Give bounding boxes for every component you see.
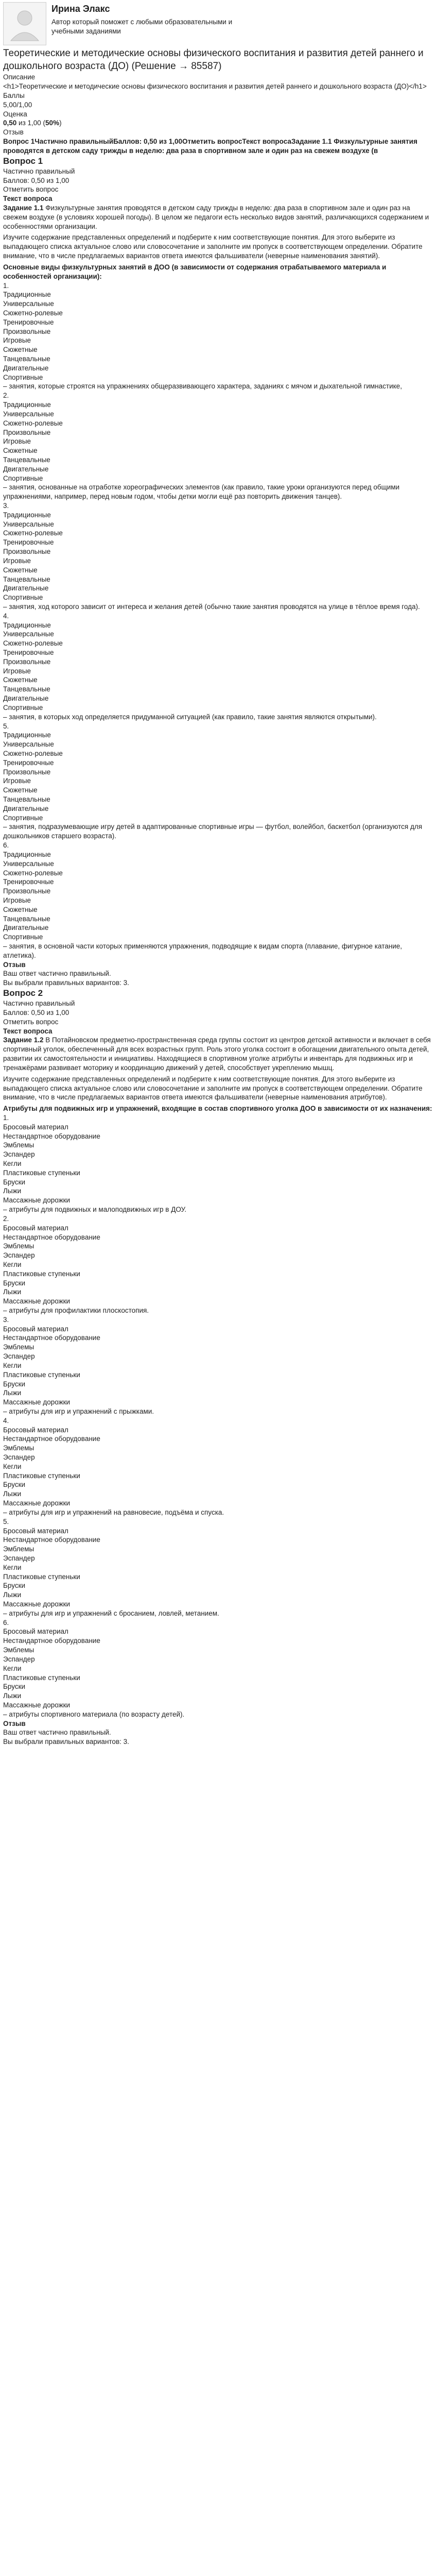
task-heading: Основные виды физкультурных занятий в ДОО (в зависимости от содержания отрабатываемого материала и особенностей организации):	[3, 263, 387, 280]
answer-option[interactable]: Кегли	[3, 1361, 22, 1369]
answer-option[interactable]: Игровые	[3, 336, 31, 345]
definition-text: – атрибуты для профилактики плоскостопия.	[3, 1307, 149, 1314]
answer-option[interactable]: Произвольные	[3, 657, 51, 666]
answer-option[interactable]: Танцевальные	[3, 914, 50, 923]
author-description: Автор который поможет с любыми образовательными и учебными заданиями	[51, 18, 233, 35]
feedback-text: Ваш ответ частично правильный.	[3, 970, 111, 978]
group-number: 2.	[3, 392, 9, 400]
answer-option[interactable]: Лыжи	[3, 1288, 22, 1296]
answer-option[interactable]: Универсальные	[3, 300, 54, 308]
answer-option[interactable]: Кегли	[3, 1563, 22, 1571]
answer-option[interactable]: Сюжетные	[3, 566, 38, 574]
answer-option[interactable]: Игровые	[3, 437, 31, 446]
flag-question-link[interactable]: Отметить вопрос	[3, 1018, 59, 1026]
answer-option[interactable]: Произвольные	[3, 428, 51, 436]
answer-option[interactable]: Бросовый материал	[3, 1628, 68, 1636]
answer-option[interactable]: Кегли	[3, 1664, 22, 1672]
group-number: 4.	[3, 1416, 9, 1425]
answer-option[interactable]: Сюжетные	[3, 786, 38, 794]
answer-option[interactable]: Произвольные	[3, 887, 51, 895]
answer-option[interactable]: Бросовый материал	[3, 1123, 68, 1131]
group-number: 6.	[3, 1618, 9, 1626]
feedback-label: Отзыв	[3, 1719, 26, 1727]
answer-option[interactable]: Эмблемы	[3, 1343, 34, 1351]
answer-option[interactable]: Традиционные	[3, 291, 51, 299]
answer-option[interactable]: Массажные дорожки	[3, 1701, 71, 1709]
answer-option[interactable]: Пластиковые ступеньки	[3, 1168, 80, 1177]
definition-text: – атрибуты для игр и упражнений на равновесие, подъёма и спуска.	[3, 1508, 224, 1516]
answer-option[interactable]: Эмблемы	[3, 1141, 34, 1149]
question-status: Частично правильный	[3, 999, 75, 1008]
answer-option[interactable]: Нестандартное оборудование	[3, 1334, 100, 1342]
avatar	[3, 2, 46, 45]
definition-text: – атрибуты для игр и упражнений с прыжками.	[3, 1407, 154, 1415]
group-number: 4.	[3, 612, 9, 620]
feedback-label: Отзыв	[3, 960, 26, 969]
definition-text: – занятия, в которых ход определяется придуманной ситуацией (как правило, такие занятия являются открытыми).	[3, 713, 377, 721]
answer-option[interactable]: Бросовый материал	[3, 1426, 68, 1434]
task-instruction: Изучите содержание представленных определений и подберите к ним соответствующие понятия. Для этого выберите из выпадающего списка актуальное слово или словосочетание и заполните им пропуск в соответствующем определении. Обратите внимание, что в числе предлагаемых вариантов ответа имеются фальшиватели (неверные наименования атрибутов).	[3, 1075, 423, 1101]
task-text: Физкультурные занятия проводятся в детском саду трижды в неделю: два раза в спортивном зале и один раз на свежем воздухе (в условиях хорошей погоды). В целом же педагоги есть несколько видов занятий, различающихся содержанием и особенностями организации.	[3, 204, 429, 230]
answer-option[interactable]: Пластиковые ступеньки	[3, 1471, 80, 1480]
flag-question-link[interactable]: Отметить вопрос	[3, 185, 59, 194]
answer-option[interactable]: Эмблемы	[3, 1444, 34, 1452]
answer-option[interactable]: Кегли	[3, 1260, 22, 1268]
answer-option[interactable]: Эмблемы	[3, 1242, 34, 1250]
definition-text: – занятия, подразумевающие игру детей в адаптированные спортивные игры — футбол, волейбол, баскетбол (организуются для дошкольников старшего возраста).	[3, 823, 423, 840]
answer-option[interactable]: Тренировочные	[3, 878, 54, 886]
task-number: Задание 1.1	[3, 204, 44, 212]
question-block	[3, 988, 433, 1747]
questions-list	[3, 156, 433, 1747]
answer-option[interactable]: Сюжетно-ролевые	[3, 419, 63, 427]
answer-option[interactable]: Тренировочные	[3, 649, 54, 657]
question-title: Вопрос 1	[3, 156, 43, 166]
answer-option[interactable]: Лыжи	[3, 1490, 22, 1498]
definition-text: – атрибуты для подвижных и малоподвижных игр в ДОУ.	[3, 1206, 187, 1214]
description-label: Описание	[3, 73, 36, 81]
feedback-label-top: Отзыв	[3, 128, 24, 137]
answer-option[interactable]: Спортивные	[3, 814, 43, 822]
task-instruction: Изучите содержание представленных определений и подберите к ним соответствующие понятия. Для этого выберите из выпадающего списка актуальное слово или словосочетание и заполните им пропуск в соответствующем определении. Обратите внимание, что в числе предлагаемых вариантов ответа имеются фальшиватели (неверные наименования занятий).	[3, 233, 423, 260]
answer-option[interactable]: Танцевальные	[3, 355, 50, 363]
task-heading: Атрибуты для подвижных игр и упражнений, входящие в состав спортивного уголка ДОО в зависимости от их назначения:	[3, 1105, 432, 1113]
answer-option[interactable]: Спортивные	[3, 594, 43, 602]
answer-option[interactable]: Традиционные	[3, 621, 51, 629]
feedback-text: Ваш ответ частично правильный.	[3, 1728, 111, 1737]
answer-option[interactable]: Универсальные	[3, 520, 54, 528]
question-task	[3, 204, 433, 231]
answer-option[interactable]: Произвольные	[3, 548, 51, 556]
answer-option[interactable]: Нестандартное оборудование	[3, 1536, 100, 1544]
answer-option[interactable]: Массажные дорожки	[3, 1196, 71, 1205]
answer-option[interactable]: Нестандартное оборудование	[3, 1435, 100, 1443]
answer-option[interactable]: Бруски	[3, 1279, 26, 1287]
answer-option[interactable]: Бруски	[3, 1380, 26, 1388]
question-title: Вопрос 2	[3, 988, 43, 998]
answer-option[interactable]: Универсальные	[3, 859, 54, 868]
group-number: 1.	[3, 281, 9, 290]
answer-option[interactable]: Спортивные	[3, 703, 43, 711]
grade-percent: 50%	[45, 119, 60, 127]
answer-option[interactable]: Игровые	[3, 667, 31, 675]
definition-text: – атрибуты для игр и упражнений с бросанием, ловлей, метанием.	[3, 1609, 219, 1617]
definition-text: – занятия, ход которого зависит от интереса и желания детей (обычно такие занятия проводятся на улице в тёплое время года).	[3, 602, 420, 611]
answer-option[interactable]: Кегли	[3, 1160, 22, 1167]
group-number: 5.	[3, 722, 9, 730]
answer-option[interactable]: Бруски	[3, 1178, 26, 1186]
question-score: Баллов: 0,50 из 1,00	[3, 1009, 69, 1016]
answer-option[interactable]: Игровые	[3, 777, 31, 785]
author-header	[3, 0, 433, 45]
answer-option[interactable]: Нестандартное оборудование	[3, 1233, 100, 1241]
answer-option[interactable]: Эмблемы	[3, 1545, 34, 1553]
answer-option[interactable]: Традиционные	[3, 731, 51, 739]
answer-option[interactable]: Пластиковые ступеньки	[3, 1269, 80, 1278]
author-name: Ирина Элакс	[51, 4, 110, 14]
question-block	[3, 156, 433, 988]
answer-option[interactable]: Эспандер	[3, 1554, 35, 1562]
answer-option[interactable]: Нестандартное оборудование	[3, 1132, 100, 1140]
definition-text: – занятия, основанные на отработке хореографических элементов (как правило, такие уроки организуются перед общими упражнениями, например, перед новым годом, чтобы детки могли ещё раз повторить движения танцев).	[3, 483, 400, 501]
answer-option[interactable]: Массажные дорожки	[3, 1499, 71, 1507]
answer-option[interactable]: Спортивные	[3, 373, 43, 381]
answer-option[interactable]: Традиционные	[3, 511, 51, 519]
grade-max: из 1,00 (	[16, 119, 46, 127]
answer-option[interactable]: Бруски	[3, 1683, 26, 1691]
description-text: <h1>Теоретические и методические основы физического воспитания и развития детей раннего и дошкольного возраста (ДО)</h1>	[3, 82, 427, 91]
answer-option[interactable]: Бруски	[3, 1481, 26, 1489]
group-number: 3.	[3, 502, 9, 510]
feedback-count: Вы выбрали правильных вариантов: 3.	[3, 979, 129, 987]
answer-option[interactable]: Сюжетно-ролевые	[3, 639, 63, 648]
answer-option[interactable]: Тренировочные	[3, 538, 54, 547]
answer-option[interactable]: Сюжетно-ролевые	[3, 529, 63, 537]
answer-option[interactable]: Двигательные	[3, 694, 49, 703]
task-number: Задание 1.2	[3, 1036, 44, 1044]
group-number: 2.	[3, 1214, 9, 1223]
answer-option[interactable]: Двигательные	[3, 804, 49, 812]
grade-label: Оценка	[3, 110, 27, 118]
answer-option[interactable]: Двигательные	[3, 924, 49, 932]
answer-option[interactable]: Традиционные	[3, 850, 51, 858]
answer-option[interactable]: Игровые	[3, 556, 31, 565]
task-text: В Потайновском предметно-пространственная среда группы состоит из центров детской активности и включает в себя спортивный уголок, обеспеченный для всех возрастных групп. Роль этого уголка состоит в обогащении двигательного опыта детей, развитии их самостоятельности и инициативы. Находящиеся в спортивном уголке атрибуты и инвентарь для подвижных игр и тренажёрами развивает моторику и координацию движений у детей, способствует укреплению мышц.	[3, 1036, 431, 1072]
question-status: Частично правильный	[3, 167, 75, 175]
answer-option[interactable]: Танцевальные	[3, 685, 50, 693]
answer-option[interactable]: Сюжетно-ролевые	[3, 749, 63, 757]
answer-option[interactable]: Лыжи	[3, 1187, 22, 1195]
answer-option[interactable]: Сюжетно-ролевые	[3, 869, 63, 877]
answer-option[interactable]: Пластиковые ступеньки	[3, 1370, 80, 1379]
answer-option[interactable]: Универсальные	[3, 740, 54, 749]
answer-option[interactable]: Традиционные	[3, 401, 51, 409]
answer-option[interactable]: Нестандартное оборудование	[3, 1637, 100, 1645]
group-number: 6.	[3, 841, 9, 850]
answer-option[interactable]: Эспандер	[3, 1150, 35, 1159]
answer-option[interactable]: Эспандер	[3, 1453, 35, 1461]
question-score: Баллов: 0,50 из 1,00	[3, 176, 69, 184]
answer-option[interactable]: Эспандер	[3, 1352, 35, 1361]
question-text-label: Текст вопроса	[3, 1027, 53, 1035]
answer-option[interactable]: Эспандер	[3, 1251, 35, 1260]
question-task	[3, 1036, 433, 1072]
answer-option[interactable]: Пластиковые ступеньки	[3, 1673, 80, 1682]
grade-value	[3, 118, 433, 128]
points-value: 5,00/1,00	[3, 100, 32, 109]
answer-option[interactable]: Универсальные	[3, 630, 54, 638]
answer-option[interactable]: Бруски	[3, 1582, 26, 1590]
answer-option[interactable]: Сюжетные	[3, 905, 38, 913]
answer-option[interactable]: Игровые	[3, 896, 31, 904]
answer-option[interactable]: Бросовый материал	[3, 1325, 68, 1333]
answer-option[interactable]: Танцевальные	[3, 575, 50, 583]
answer-option[interactable]: Сюжетные	[3, 346, 38, 354]
grade-score: 0,50	[3, 119, 17, 127]
answer-option[interactable]: Лыжи	[3, 1692, 22, 1700]
answer-option[interactable]: Эспандер	[3, 1655, 35, 1663]
answer-option[interactable]: Бросовый материал	[3, 1224, 68, 1232]
answer-option[interactable]: Двигательные	[3, 465, 49, 473]
answer-option[interactable]: Произвольные	[3, 768, 51, 776]
page-title: Теоретические и методические основы физического воспитания и развития детей раннего и дошкольного возраста (ДО) (Решение → 85587)	[3, 48, 424, 72]
points-label: Баллы	[3, 92, 25, 99]
answer-option[interactable]: Произвольные	[3, 327, 51, 335]
answer-option[interactable]: Лыжи	[3, 1389, 22, 1397]
group-number: 1.	[3, 1113, 9, 1122]
author-photo-icon	[5, 4, 45, 44]
answer-option[interactable]: Лыжи	[3, 1591, 22, 1599]
definition-text: – занятия, которые строятся на упражнениях общеразвивающего характера, заданиях с мячом и дыхательной гимнастике,	[3, 382, 402, 391]
answer-option[interactable]: Танцевальные	[3, 795, 50, 804]
answer-option[interactable]: Двигательные	[3, 364, 49, 372]
summary-line: Вопрос 1Частично правильныйБаллов: 0,50 из 1,00Отметить вопросТекст вопросаЗадание 1.1 Физкультурные занятия проводятся в детском саду трижды в неделю: два раза в спортивном зале и один раз на свежем воздухе (в	[3, 138, 417, 155]
answer-option[interactable]: Кегли	[3, 1462, 22, 1470]
answer-option[interactable]: Пластиковые ступеньки	[3, 1572, 80, 1581]
answer-option[interactable]: Эмблемы	[3, 1646, 34, 1654]
answer-option[interactable]: Массажные дорожки	[3, 1297, 71, 1306]
answer-option[interactable]: Сюжетные	[3, 447, 38, 455]
answer-option[interactable]: Тренировочные	[3, 758, 54, 767]
answer-option[interactable]: Танцевальные	[3, 455, 50, 464]
answer-option[interactable]: Спортивные	[3, 933, 43, 941]
answer-option[interactable]: Спортивные	[3, 474, 43, 482]
group-number: 5.	[3, 1517, 9, 1526]
answer-option[interactable]: Массажные дорожки	[3, 1600, 71, 1608]
answer-option[interactable]: Универсальные	[3, 410, 54, 418]
answer-option[interactable]: Массажные дорожки	[3, 1398, 71, 1406]
group-number: 3.	[3, 1315, 9, 1324]
question-text-label: Текст вопроса	[3, 195, 53, 203]
feedback-count: Вы выбрали правильных вариантов: 3.	[3, 1738, 129, 1746]
answer-option[interactable]: Бросовый материал	[3, 1527, 68, 1535]
answer-option[interactable]: Сюжетные	[3, 676, 38, 684]
grade-end: )	[59, 119, 62, 127]
answer-option[interactable]: Двигательные	[3, 584, 49, 592]
definition-text: – атрибуты спортивного материала (по возрасту детей).	[3, 1710, 185, 1718]
definition-text: – занятия, в основной части которых применяются упражнения, подводящие к видам спорта (плавание, фигурное катание, атлетика).	[3, 942, 402, 959]
answer-option[interactable]: Тренировочные	[3, 318, 54, 326]
answer-option[interactable]: Сюжетно-ролевые	[3, 309, 63, 317]
